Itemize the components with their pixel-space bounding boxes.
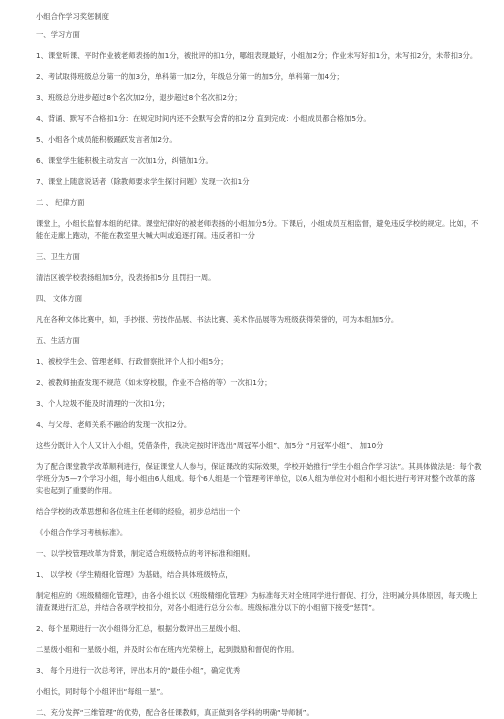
paragraph: 7、课堂上随意说话者（除教师要求学生探讨问题）发现一次扣1分	[36, 177, 250, 186]
paragraph: 4、背诵、默写不合格扣1分：在规定时间内还不会默写会背的扣2分 直到完成：小组成员都合格加5分。	[36, 114, 371, 123]
paragraph: 《小组合作学习考核标准》。	[36, 528, 128, 537]
paragraph: 1、课堂听课、平时作业被老师表扬的加1分，被批评的扣1分，哪组表现最好，小组加2分；作业未写好扣1分，未写扣2分，未带扣3分。	[36, 51, 478, 60]
section-heading: 五、生活方面	[36, 336, 80, 345]
section-heading: 一、学习方面	[36, 30, 80, 39]
section-heading: 二、充分发挥“三维管理”的优势，配合各任课教师，真正做到各学科的明确“导师制”。	[36, 708, 314, 717]
paragraph: 这些分既计入个人又计入小组，凭借条件，我决定按时评选出“周冠军小组”、加5分 “月冠军小组”、 加10分	[36, 441, 384, 450]
paragraph: 清洁区被学校表扬组加5分，没表扬扣5分 且罚扫一周。	[36, 273, 216, 282]
paragraph: 制定相应的《班级精细化管理》，由各小组长以《班级精细化管理》为标准每天对全班同学进行督促、打分，注明减分具体原因，每天晚上清查课进行汇总，并结合各项学校扣分，对各小组进行总分公布。班级标准分以下的小组留下接受“惩罚”。	[36, 591, 478, 612]
paragraph: 4、与父母、老师关系不融洽的发现一次扣2分。	[36, 420, 192, 429]
document-title: 小组合作学习奖惩制度	[36, 12, 109, 21]
paragraph: 小组长，同时每个小组评出“每组一星”。	[36, 687, 168, 696]
section-heading: 一、以学校管理改革为背景，制定适合班级特点的考评标准和细则。	[36, 549, 255, 558]
paragraph: 2、考试取得班级总分第一的加3分，单科第一加2分，年级总分第一的加5分，单科第一加4分；	[36, 72, 344, 81]
paragraph: 2、被教师抽查发现不规范（如未穿校服，作业不合格的等）一次扣1分；	[36, 378, 272, 387]
paragraph: 课堂上，小组长监督本组的纪律。课堂纪律好的被老师表扬的小组加分5分。下课后，小组成员互相监督，避免违反学校的规定。比如，不能在走廊上跑动，不能在教室里大喊大叫或追逐打闹。违反者扣一分	[36, 219, 479, 240]
section-heading: 四、 文体方面	[36, 294, 83, 303]
section-heading: 二 、 纪律方面	[36, 198, 85, 207]
paragraph: 凡在各种文体比赛中，如，手抄报、劳技作品展、书法比赛、美术作品展等为班级获得荣誉的，可为本组加5分。	[36, 315, 399, 324]
section-heading: 三、卫生方面	[36, 252, 80, 261]
paragraph: 2、每个星期进行一次小组得分汇总，根据分数评出三星级小组、	[36, 624, 245, 633]
paragraph: 5、小组各个成员能积极踊跃发言者加2分。	[36, 135, 177, 144]
paragraph: 结合学校的改革思想和各位班主任老师的经验，初步总结出一个	[36, 507, 241, 516]
paragraph: 6、课堂学生能积极主动发言 一次加1分，纠错加1分。	[36, 156, 213, 165]
paragraph: 1、 以学校《学生精细化管理》为基础，结合具体班级特点，	[36, 570, 233, 579]
paragraph: 3、 每个月进行一次总考评，评出本月的“最佳小组”，确定优秀	[36, 666, 241, 675]
paragraph: 二星级小组和一星级小组，并及时公布在班内光荣榜上，起到鼓励和督促的作用。	[36, 645, 299, 654]
paragraph: 1、被校学生会、管理老师、行政督察批评个人扣小组5分；	[36, 357, 228, 366]
paragraph: 为了配合课堂教学改革顺利进行，保证课堂人人参与，保证课改的实际效果，学校开始推行“学生小组合作学习法”。其具体做法是：每个教学班分为5—7个学习小组，每小组由6人组成。每个6人组是一个管理考评单位，以6人组为单位对小组和小组长进行考评对整个改革的落实也起到了重要的作用。	[36, 462, 482, 495]
paragraph: 3、个人垃圾不能及时清理的一次扣1分；	[36, 399, 170, 408]
paragraph: 3、班级总分进步超过8个名次加2分，退步超过8个名次扣2分；	[36, 93, 242, 102]
